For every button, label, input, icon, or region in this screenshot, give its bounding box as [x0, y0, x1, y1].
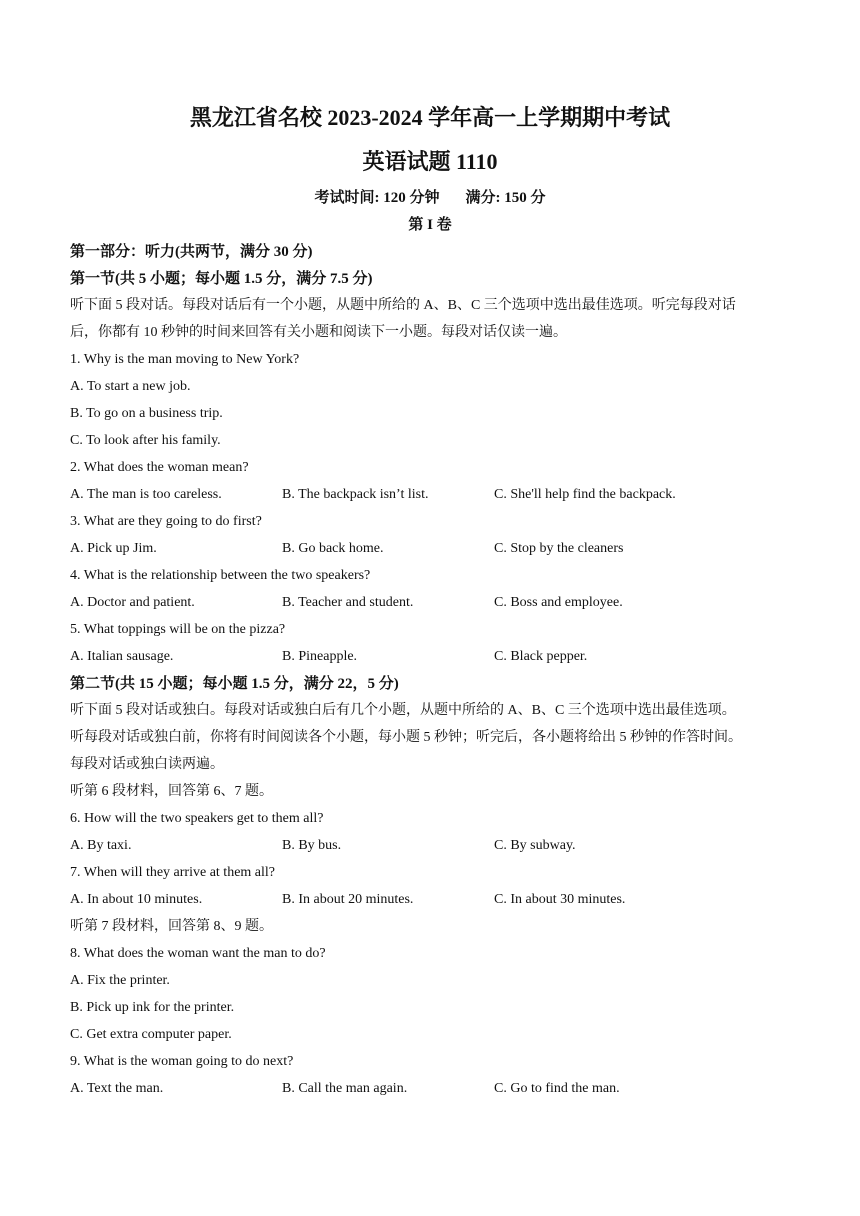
section2-heading: 第二节(共 15 小题；每小题 1.5 分，满分 22，5 分): [70, 676, 399, 692]
question-2: 2. What does the woman mean?: [70, 460, 249, 475]
q8-option-c: C. Get extra computer paper.: [70, 1027, 232, 1042]
part1-heading: 第一部分：听力(共两节，满分 30 分): [70, 244, 313, 260]
q4-option-c: C. Boss and employee.: [494, 595, 623, 610]
q3-option-a: A. Pick up Jim.: [70, 541, 157, 556]
exam-subtitle: 英语试题 1110: [362, 149, 498, 174]
q9-option-a: A. Text the man.: [70, 1081, 164, 1096]
material-7-note: 听第 7 段材料，回答第 8、9 题。: [70, 919, 273, 934]
q7-option-b: B. In about 20 minutes.: [282, 892, 414, 907]
q7-option-c: C. In about 30 minutes.: [494, 892, 626, 907]
q4-option-a: A. Doctor and patient.: [70, 595, 195, 610]
q6-option-b: B. By bus.: [282, 838, 342, 853]
q3-option-c: C. Stop by the cleaners: [494, 541, 624, 556]
question-4: 4. What is the relationship between the two speakers?: [70, 568, 371, 583]
question-7: 7. When will they arrive at them all?: [70, 865, 276, 880]
q5-option-c: C. Black pepper.: [494, 649, 588, 664]
full-score: 满分: 150 分: [465, 190, 546, 206]
exam-meta: [0, 188, 860, 208]
q1-option-a: A. To start a new job.: [70, 379, 191, 394]
volume-label: 第 I 卷: [408, 217, 452, 233]
question-3: 3. What are they going to do first?: [70, 514, 262, 529]
q6-option-c: C. By subway.: [494, 838, 576, 853]
question-8: 8. What does the woman want the man to do?: [70, 946, 326, 961]
section2-instruction-1: 听下面 5 段对话或独白。每段对话或独白后有几个小题，从题中所给的 A、B、C 三个选项中选出最佳选项。: [70, 703, 736, 718]
q2-option-b: B. The backpack isn’t list.: [282, 487, 429, 502]
material-6-note: 听第 6 段材料，回答第 6、7 题。: [70, 784, 273, 799]
question-5: 5. What toppings will be on the pizza?: [70, 622, 286, 637]
section1-heading: 第一节(共 5 小题；每小题 1.5 分，满分 7.5 分): [70, 271, 373, 287]
section1-instruction-1: 听下面 5 段对话。每段对话后有一个小题，从题中所给的 A、B、C 三个选项中选出最佳选项。听完每段对话: [70, 298, 736, 313]
section1-instruction-2: 后，你都有 10 秒钟的时间来回答有关小题和阅读下一小题。每段对话仅读一遍。: [70, 325, 567, 340]
q1-option-b: B. To go on a business trip.: [70, 406, 223, 421]
q5-option-b: B. Pineapple.: [282, 649, 358, 664]
question-6: 6. How will the two speakers get to them all?: [70, 811, 324, 826]
q9-option-b: B. Call the man again.: [282, 1081, 408, 1096]
q5-option-a: A. Italian sausage.: [70, 649, 174, 664]
q3-option-b: B. Go back home.: [282, 541, 384, 556]
section2-instruction-3: 每段对话或独白读两遍。: [70, 757, 224, 772]
q8-option-b: B. Pick up ink for the printer.: [70, 1000, 235, 1015]
q2-option-c: C. She'll help find the backpack.: [494, 487, 676, 502]
q7-option-a: A. In about 10 minutes.: [70, 892, 203, 907]
q6-option-a: A. By taxi.: [70, 838, 132, 853]
section2-instruction-2: 听每段对话或独白前，你将有时间阅读各个小题，每小题 5 秒钟；听完后，各小题将给出 5 秒钟的作答时间。: [70, 730, 742, 745]
q4-option-b: B. Teacher and student.: [282, 595, 414, 610]
q9-option-c: C. Go to find the man.: [494, 1081, 620, 1096]
q8-option-a: A. Fix the printer.: [70, 973, 170, 988]
exam-time: 考试时间: 120 分钟: [314, 190, 440, 206]
q1-option-c: C. To look after his family.: [70, 433, 221, 448]
q2-option-a: A. The man is too careless.: [70, 487, 222, 502]
exam-title: 黑龙江省名校 2023-2024 学年高一上学期期中考试: [189, 105, 671, 130]
question-1: 1. Why is the man moving to New York?: [70, 352, 300, 367]
question-9: 9. What is the woman going to do next?: [70, 1054, 294, 1069]
